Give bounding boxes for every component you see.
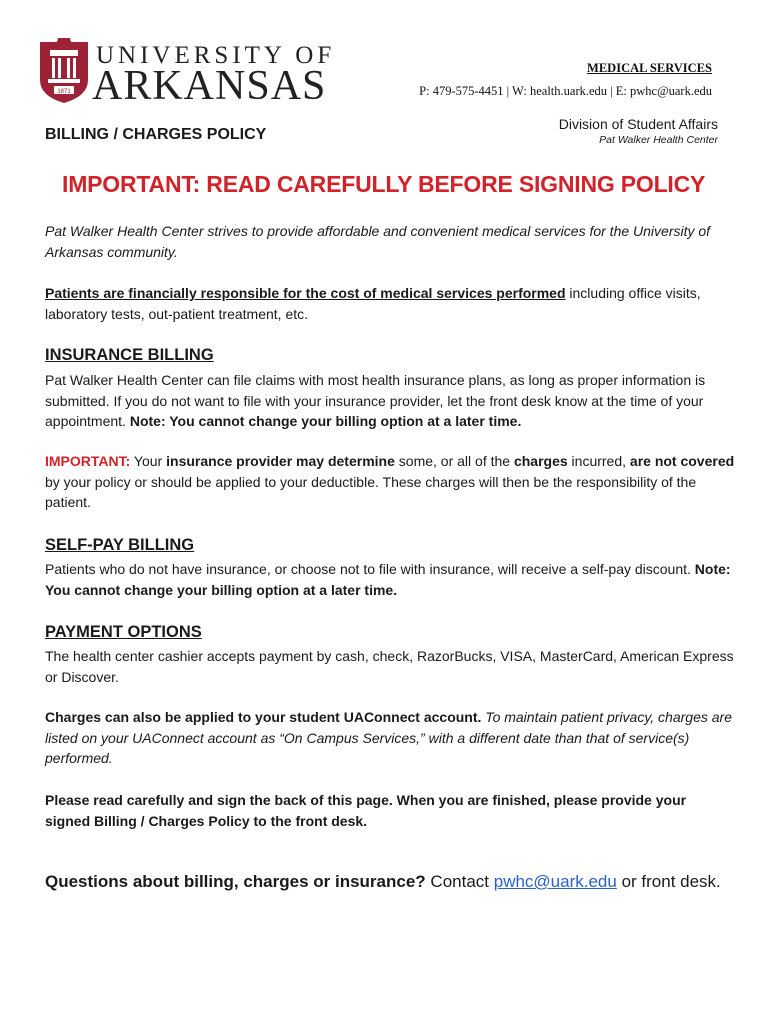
- selfpay-note: Note: You cannot change your billing option at a later time.: [45, 561, 731, 598]
- logo-arkansas: ARKANSAS: [92, 63, 327, 109]
- sign-instructions: Please read carefully and sign the back of this page. When you are finished, please provide your signed Billing / Charges Policy to the front desk.: [45, 792, 687, 829]
- imp-text-1: Your: [130, 453, 167, 469]
- selfpay-heading: SELF-PAY BILLING: [45, 536, 195, 554]
- logo-university-of: UNIVERSITY OF: [96, 42, 336, 69]
- uaconnect-bold: Charges can also be applied to your student UAConnect account.: [45, 709, 482, 725]
- questions-contact: Contact: [425, 872, 494, 891]
- intro-paragraph: Pat Walker Health Center strives to provide affordable and convenient medical services for the University of Arkansas community.: [45, 223, 711, 260]
- insurance-text: Pat Walker Health Center can file claims with most health insurance plans, as long as proper information is submitted. If you do not want to file with your insurance provider, let the front desk know at the time of your appointment.: [45, 372, 706, 429]
- division-name: Division of Student Affairs: [558, 116, 718, 132]
- questions-line: [45, 872, 721, 892]
- insurance-note: Note: You cannot change your billing option at a later time.: [129, 413, 522, 429]
- questions-bold: Questions about billing, charges or insurance?: [45, 872, 426, 891]
- questions-tail: or front desk.: [616, 872, 721, 891]
- document-title: BILLING / CHARGES POLICY: [45, 126, 267, 143]
- insurance-paragraph: [45, 370, 735, 432]
- payment-heading: PAYMENT OPTIONS: [45, 623, 202, 641]
- imp-text-2: insurance provider may determine: [166, 453, 395, 469]
- imp-text-7: by your policy or should be applied to your deductible. These charges will then be the responsibility of the patient.: [45, 473, 697, 510]
- email-link[interactable]: pwhc@uark.edu: [493, 872, 617, 891]
- insurance-heading: INSURANCE BILLING: [45, 346, 214, 364]
- department-name: MEDICAL SERVICES: [587, 61, 712, 75]
- imp-text-3: some, or all of the: [394, 453, 514, 469]
- important-paragraph: [45, 451, 735, 513]
- imp-text-6: are not covered: [629, 453, 735, 469]
- imp-text-4: charges: [513, 453, 568, 469]
- responsibility-paragraph: [45, 283, 735, 324]
- uaconnect-italic: To maintain patient privacy, charges are listed on your UAConnect account as “On Campus Services,” with a different date than that of service(s) performed.: [45, 709, 732, 766]
- center-name: Pat Walker Health Center: [599, 134, 718, 146]
- important-label: IMPORTANT:: [45, 453, 131, 469]
- responsibility-bold: Patients are financially responsible for the cost of medical services performed: [45, 285, 566, 301]
- selfpay-paragraph: [45, 559, 735, 600]
- contact-line: P: 479-575-4451 | W: health.uark.edu | E: pwhc@uark.edu: [419, 84, 712, 98]
- imp-text-5: incurred,: [567, 453, 630, 469]
- payment-paragraph: The health center cashier accepts payment by cash, check, RazorBucks, VISA, MasterCard, American Express or Discover.: [45, 648, 734, 685]
- selfpay-text: Patients who do not have insurance, or choose not to file with insurance, will receive a self-pay discount.: [45, 561, 695, 577]
- main-heading: IMPORTANT: READ CAREFULLY BEFORE SIGNING POLICY: [62, 171, 706, 197]
- seal-year: 1871: [57, 89, 71, 95]
- uaconnect-paragraph: [45, 707, 735, 769]
- university-seal-logo: [38, 36, 90, 104]
- responsibility-rest: including office visits, laboratory tests, out-patient treatment, etc.: [45, 285, 701, 322]
